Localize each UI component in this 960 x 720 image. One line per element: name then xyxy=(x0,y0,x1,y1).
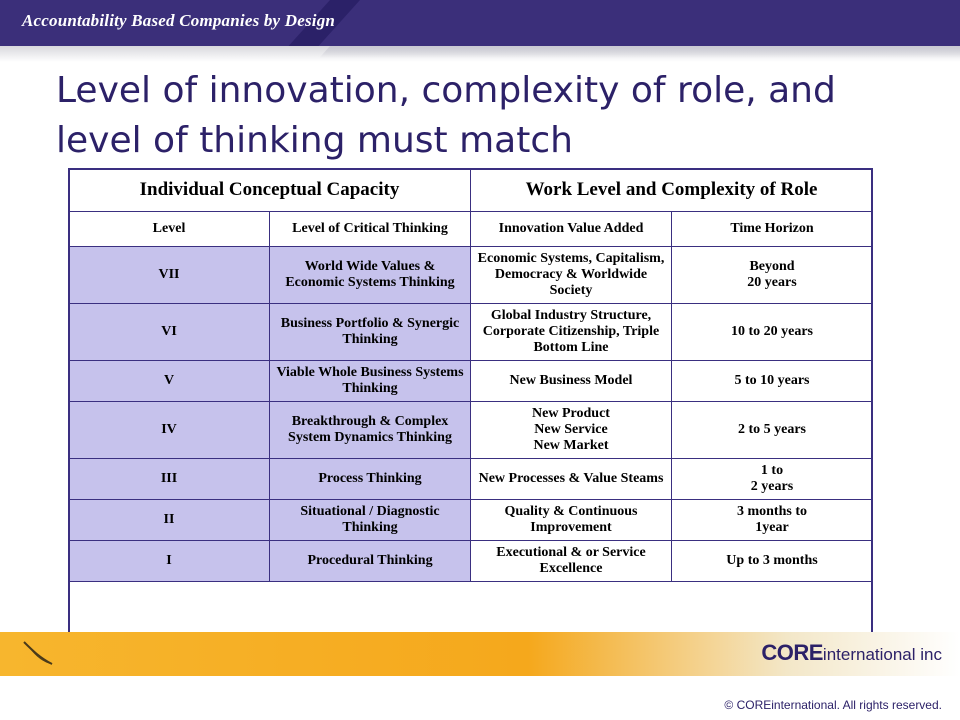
page-title: Level of innovation, complexity of role, and level of thinking must match xyxy=(56,70,836,161)
table-row xyxy=(69,361,873,402)
column-header-innovation-value: Innovation Value Added xyxy=(471,212,672,247)
cell-critical-thinking: Business Portfolio & Synergic Thinking xyxy=(270,304,471,361)
table-group-header-row xyxy=(69,169,873,212)
banner-shadow-diagonal xyxy=(319,46,960,58)
table-row xyxy=(69,402,873,459)
table-body xyxy=(69,247,873,582)
table-row xyxy=(69,459,873,500)
table-row xyxy=(69,500,873,541)
cell-level: VI xyxy=(69,304,270,361)
table-column-header-row xyxy=(69,212,873,247)
company-logo xyxy=(761,640,942,666)
cell-level: II xyxy=(69,500,270,541)
logo-core-text: CORE xyxy=(761,640,823,665)
cell-time-horizon: Beyond 20 years xyxy=(672,247,873,304)
cell-time-horizon: 2 to 5 years xyxy=(672,402,873,459)
cell-time-horizon: 3 months to 1year xyxy=(672,500,873,541)
cell-critical-thinking: Viable Whole Business Systems Thinking xyxy=(270,361,471,402)
logo-international-text: international inc xyxy=(822,645,942,664)
cell-time-horizon: 5 to 10 years xyxy=(672,361,873,402)
cell-critical-thinking: Breakthrough & Complex System Dynamics Thinking xyxy=(270,402,471,459)
banner-diagonal-shade-2 xyxy=(319,0,960,46)
cell-time-horizon: Up to 3 months xyxy=(672,541,873,582)
banner-tagline: Accountability Based Companies by Design xyxy=(22,11,336,30)
column-header-level: Level xyxy=(69,212,270,247)
cell-time-horizon: 10 to 20 years xyxy=(672,304,873,361)
cell-innovation-value: Quality & Continuous Improvement xyxy=(471,500,672,541)
table-row xyxy=(69,304,873,361)
cell-level: III xyxy=(69,459,270,500)
cell-critical-thinking: Process Thinking xyxy=(270,459,471,500)
cell-level: I xyxy=(69,541,270,582)
capacity-matrix-table xyxy=(68,168,873,582)
table-row xyxy=(69,247,873,304)
group-header-individual-capacity: Individual Conceptual Capacity xyxy=(69,169,471,212)
cell-innovation-value: Global Industry Structure, Corporate Citizenship, Triple Bottom Line xyxy=(471,304,672,361)
copyright-text: © COREinternational. All rights reserved. xyxy=(724,698,942,712)
cell-innovation-value: Executional & or Service Excellence xyxy=(471,541,672,582)
cell-innovation-value: New Product New Service New Market xyxy=(471,402,672,459)
column-header-critical-thinking: Level of Critical Thinking xyxy=(270,212,471,247)
cell-critical-thinking: World Wide Values & Economic Systems Thinking xyxy=(270,247,471,304)
cell-innovation-value: New Processes & Value Steams xyxy=(471,459,672,500)
cell-level: IV xyxy=(69,402,270,459)
footer-bar xyxy=(0,632,960,676)
swoosh-icon xyxy=(22,640,58,668)
column-header-time-horizon: Time Horizon xyxy=(672,212,873,247)
cell-innovation-value: New Business Model xyxy=(471,361,672,402)
cell-innovation-value: Economic Systems, Capitalism, Democracy & Worldwide Society xyxy=(471,247,672,304)
cell-critical-thinking: Procedural Thinking xyxy=(270,541,471,582)
cell-time-horizon: 1 to 2 years xyxy=(672,459,873,500)
cell-critical-thinking: Situational / Diagnostic Thinking xyxy=(270,500,471,541)
top-banner xyxy=(0,0,960,46)
table-row xyxy=(69,541,873,582)
group-header-work-level: Work Level and Complexity of Role xyxy=(471,169,873,212)
cell-level: V xyxy=(69,361,270,402)
cell-level: VII xyxy=(69,247,270,304)
